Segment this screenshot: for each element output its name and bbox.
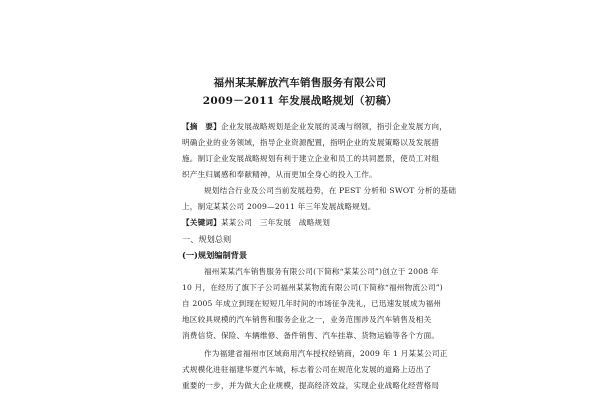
para2-line-3: 重要的一步，并为做大企业规模，提高经济效益，实现企业战略化经营格局: [182, 381, 440, 390]
section-heading-1: 一、规划总则: [182, 234, 232, 244]
para1-line-4: 地区较具规模的汽车销售和服务企业之一，业务范围涉及汽车销售及相关: [182, 315, 432, 324]
abstract-line-4: 织产生归属感和奉献精神，从而更加全身心的投入工作。: [182, 170, 377, 179]
abstract-line-6: 上，制定某某公司 2009—2011 年三年发展战略规划。: [182, 202, 376, 211]
keywords-label: 【关键词】: [182, 218, 221, 227]
para2-line-1: 作为福建省福州市区域商用汽车授权经销商，2009 年 1 月某某公司正: [204, 349, 448, 358]
para1-line-1: 福州某某汽车销售服务有限公司(下简称“某某公司”)创立于 2008 年: [204, 267, 439, 276]
abstract-line-1: [182, 122, 447, 132]
para1-line-3: 自 2005 年成立到现在短短几年时间的市场征争洗礼，已迅速发展成为福州: [182, 299, 442, 308]
abstract-text-1: 企业发展战略规划是企业发展的灵魂与纲领，指引企业发展方向，: [220, 122, 447, 131]
abstract-line-3: 施。制订企业发展战略规划有利于建立企业和员工的共同愿景，使员工对组: [182, 154, 440, 163]
abstract-line-5: 规划结合行业及公司当前发展趋势，在 PEST 分析和 SWOT 分析的基础: [204, 186, 457, 195]
para1-line-5: 消费信贷、保险、车辆维修、备件销售、汽车挂靠、货物运输等各个方面。: [182, 331, 440, 340]
document-title: 福州某某解放汽车销售服务有限公司: [213, 77, 387, 89]
abstract-label: 【摘 要】: [182, 122, 221, 131]
para2-line-2: 式规模化进驻福建华夏汽车城，标志着公司在规范化发展的道路上迈出了: [182, 365, 432, 374]
para1-line-2: 10 月，在经历了旗下子公司福州某某物流有限公司(下简称“福州物流公司”): [182, 283, 443, 292]
keywords-text: 某某公司 三年发展 战略规划: [220, 218, 331, 227]
abstract-line-2: 明确企业的业务领域，指导企业资源配置，指明企业的发展策略以及发展措: [182, 138, 440, 147]
document-subtitle: 2009－2011 年发展战略规划（初稿）: [202, 95, 398, 107]
keywords-line: [182, 218, 330, 228]
subsection-heading-1: (一)规划编制背景: [182, 250, 248, 260]
